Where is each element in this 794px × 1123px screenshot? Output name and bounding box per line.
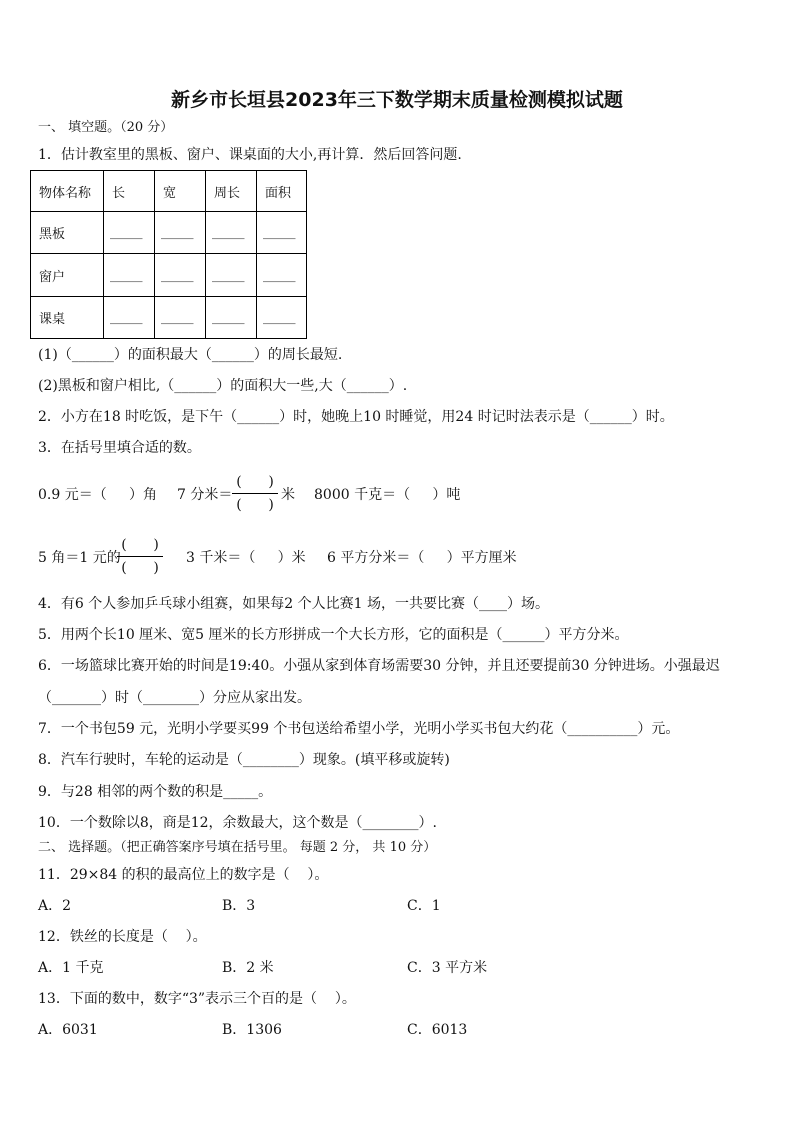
answer-blank: _____ [206, 212, 257, 254]
answer-blank: _____ [206, 297, 257, 339]
table-header-cell: 长 [104, 171, 155, 212]
q12-options [38, 958, 658, 978]
option-a: A．2 [38, 898, 72, 914]
q6-line2: （_______）时（________）分应从家出发。 [38, 690, 311, 706]
option-b: B．2 米 [222, 960, 274, 976]
q1-sub2: (2)黑板和窗户相比,（______）的面积大一些,大（______）. [38, 378, 408, 394]
q6-line1: 6．一场篮球比赛开始的时间是19:40。小强从家到体育场需要30 分钟，并且还要提前30 分钟进场。小强最迟 [38, 658, 720, 674]
q4: 4．有6 个人参加乒乓球小组赛，如果每2 个人比赛1 场，一共要比赛（____）场。 [38, 596, 549, 612]
table-header-cell: 面积 [257, 171, 307, 212]
fraction-denominator: ( ) [236, 497, 274, 513]
q3-unit-mi: 米 [281, 487, 295, 503]
q13-options [38, 1020, 658, 1040]
answer-blank: _____ [104, 297, 155, 339]
q3-item-qianke: 8000 千克＝（ ）吨 [314, 487, 461, 503]
answer-blank: _____ [257, 254, 307, 297]
q13-stem: 13．下面的数中，数字“3”表示三个百的是（ ）。 [38, 991, 356, 1007]
answer-blank: _____ [155, 254, 206, 297]
option-a: A．6031 [38, 1022, 98, 1038]
q3-item-qianmi: 3 千米＝（ ）米 [186, 550, 306, 566]
row-label: 黑板 [31, 212, 104, 254]
q3-line2 [38, 534, 638, 584]
answer-blank: _____ [257, 297, 307, 339]
q3-item-fenmi: 7 分米＝ [177, 487, 233, 503]
q3-item-pingfangfenmi: 6 平方分米＝（ ）平方厘米 [327, 550, 517, 566]
q2: 2．小方在18 时吃饭，是下午（______）时，她晚上10 时睡觉，用24 时记时法表示是（______）时。 [38, 409, 674, 425]
table-header-cell: 周长 [206, 171, 257, 212]
q3-line1 [38, 471, 638, 521]
fraction-numerator: ( ) [121, 537, 159, 553]
section1-heading: 一、 填空题。（20 分） [38, 120, 174, 135]
table-row [31, 297, 307, 339]
q11-stem: 11．29×84 的积的最高位上的数字是（ ）。 [38, 867, 329, 883]
table-header-cell: 宽 [155, 171, 206, 212]
fraction [232, 471, 278, 516]
q10: 10．一个数除以8，商是12，余数最大，这个数是（________）. [38, 815, 437, 831]
fraction [117, 534, 163, 579]
option-b: B．3 [222, 898, 256, 914]
q3-stem: 3．在括号里填合适的数。 [38, 440, 201, 456]
q3-item-yuan: 0.9 元＝（ ）角 [38, 487, 157, 503]
q1-sub1: (1)（______）的面积最大（______）的周长最短. [38, 347, 343, 363]
q7: 7．一个书包59 元，光明小学要买99 个书包送给希望小学，光明小学买书包大约花（__________）元。 [38, 721, 680, 737]
row-label: 课桌 [31, 297, 104, 339]
answer-blank: _____ [104, 212, 155, 254]
row-label: 窗户 [31, 254, 104, 297]
estimate-table [30, 170, 307, 339]
option-c: C．6013 [407, 1022, 468, 1038]
page-title: 新乡市长垣县2023年三下数学期末质量检测模拟试题 [171, 89, 623, 111]
q8: 8．汽车行驶时，车轮的运动是（________）现象。(填平移或旋转) [38, 752, 450, 768]
q3-item-jiao: 5 角＝1 元的 [38, 550, 121, 566]
fraction-numerator: ( ) [236, 474, 274, 490]
answer-blank: _____ [155, 212, 206, 254]
fraction-denominator: ( ) [121, 560, 159, 576]
option-a: A．1 千克 [38, 960, 104, 976]
section2-heading: 二、 选择题。（把正确答案序号填在括号里。 每题 2 分， 共 10 分） [38, 840, 437, 855]
table-row [31, 254, 307, 297]
q9: 9．与28 相邻的两个数的积是_____。 [38, 784, 273, 800]
q11-options [38, 896, 658, 916]
q12-stem: 12．铁丝的长度是（ ）。 [38, 929, 207, 945]
option-c: C．1 [407, 898, 441, 914]
table-header-row [31, 171, 307, 212]
table-row [31, 212, 307, 254]
answer-blank: _____ [257, 212, 307, 254]
option-c: C．3 平方米 [407, 960, 488, 976]
table-header-cell: 物体名称 [31, 171, 104, 212]
q1-stem: 1．估计教室里的黑板、窗户、课桌面的大小,再计算．然后回答问题. [38, 147, 462, 163]
q5: 5．用两个长10 厘米、宽5 厘米的长方形拼成一个大长方形，它的面积是（______）平方分米。 [38, 627, 629, 643]
answer-blank: _____ [104, 254, 155, 297]
answer-blank: _____ [155, 297, 206, 339]
answer-blank: _____ [206, 254, 257, 297]
option-b: B．1306 [222, 1022, 282, 1038]
